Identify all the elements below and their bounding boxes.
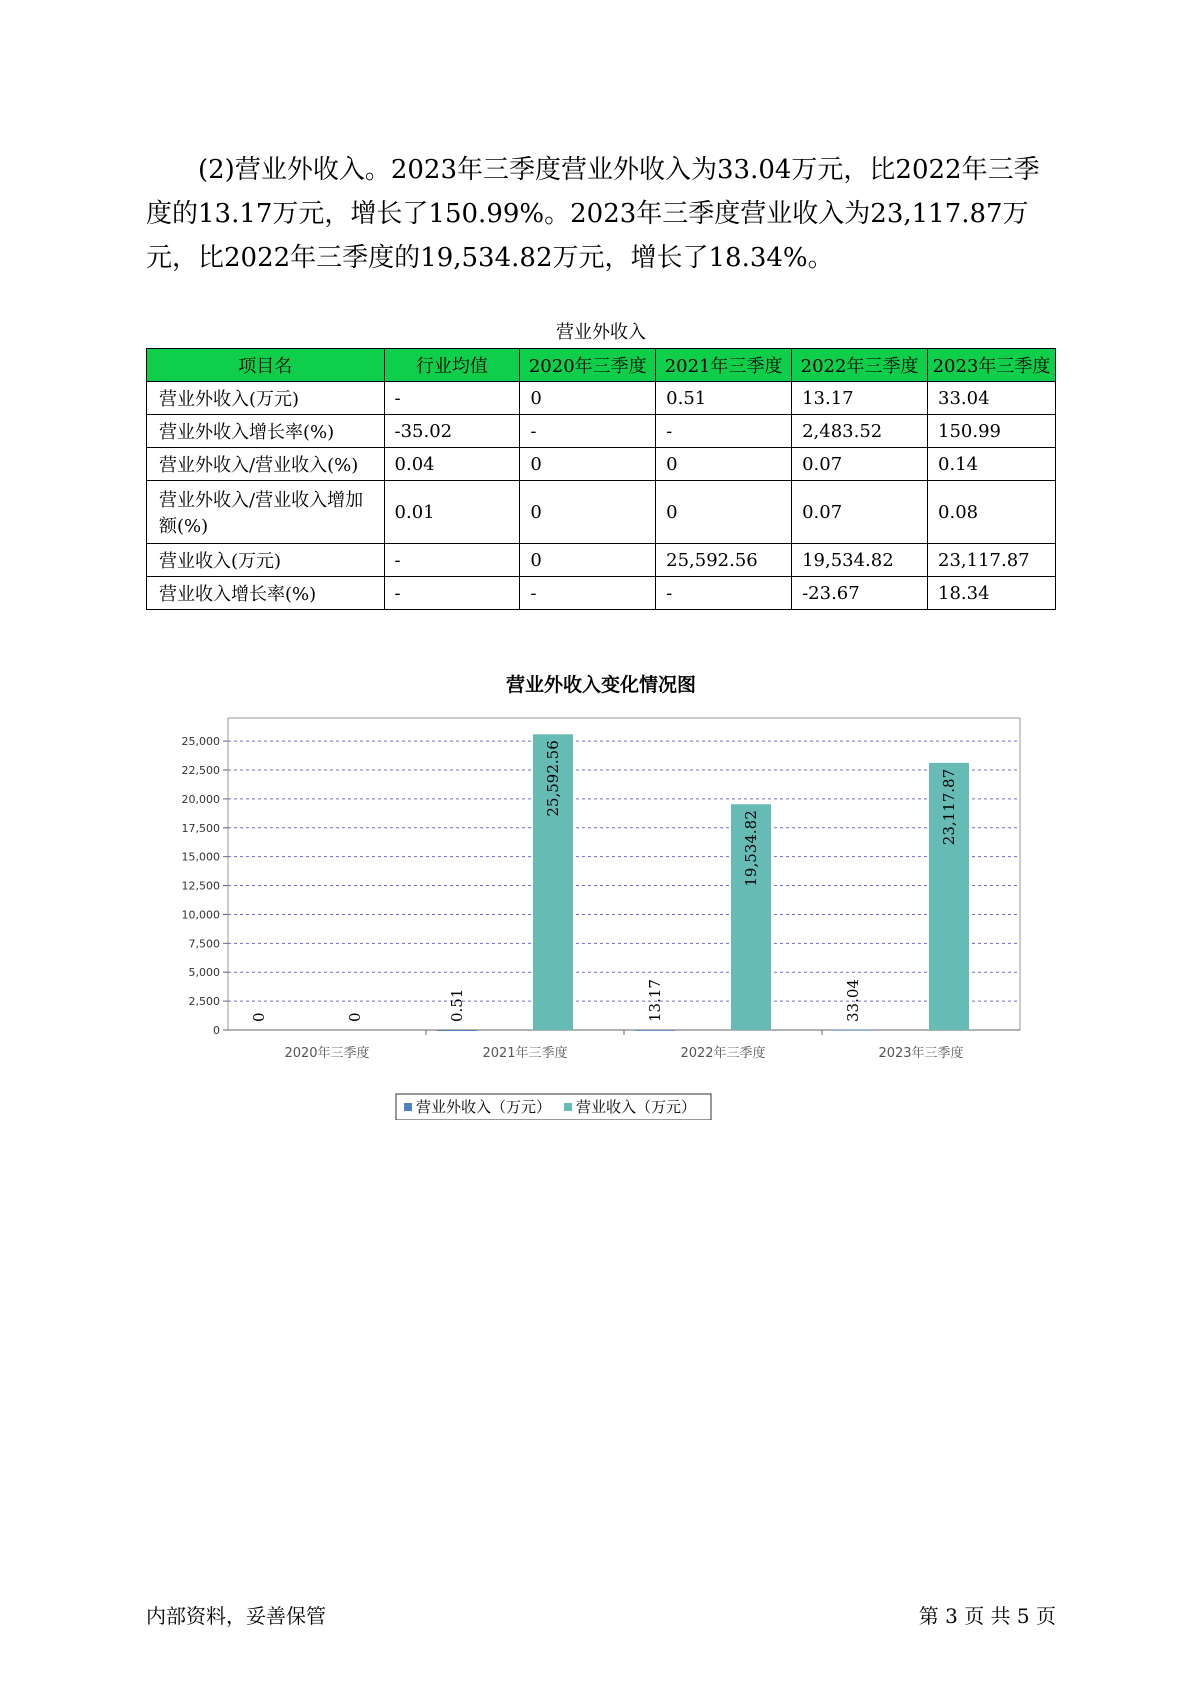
data-label: 23,117.87 xyxy=(940,768,958,846)
data-label: 33.04 xyxy=(844,979,862,1022)
table-row xyxy=(147,544,1056,577)
footer-page-number: 第 3 页 共 5 页 xyxy=(918,1604,1056,1628)
bar xyxy=(437,1030,477,1031)
table-row xyxy=(147,415,1056,448)
y-tick-label: 20,000 xyxy=(181,792,220,806)
table-cell: 0 xyxy=(520,448,656,481)
legend-label: 营业外收入（万元） xyxy=(416,1098,552,1116)
table-cell: - xyxy=(520,415,656,448)
x-tick-label: 2021年三季度 xyxy=(482,1046,568,1061)
table-row xyxy=(147,577,1056,610)
footer-confidential-note: 内部资料，妥善保管 xyxy=(146,1604,326,1628)
y-tick-label: 12,500 xyxy=(181,879,220,893)
table-cell: -23.67 xyxy=(792,577,928,610)
legend-swatch xyxy=(404,1103,412,1111)
table-cell: 0 xyxy=(520,382,656,415)
table-cell: -35.02 xyxy=(384,415,520,448)
table-cell: 0.07 xyxy=(792,448,928,481)
income-table xyxy=(146,348,1056,610)
table-cell: 13.17 xyxy=(792,382,928,415)
data-label: 13.17 xyxy=(646,979,664,1022)
row-label: 营业外收入/营业收入(%) xyxy=(147,448,385,481)
header-cell: 项目名 xyxy=(147,349,385,382)
row-label: 营业收入(万元) xyxy=(147,544,385,577)
bar xyxy=(833,1030,873,1031)
y-tick-label: 25,000 xyxy=(181,735,220,749)
chart-title: 营业外收入变化情况图 xyxy=(505,674,696,696)
row-label: 营业外收入增长率(%) xyxy=(147,415,385,448)
row-label: 营业外收入/营业收入增加额(%) xyxy=(147,481,385,544)
table-cell: 0.14 xyxy=(928,448,1056,481)
table-cell: 0 xyxy=(656,448,792,481)
table-cell: 0.08 xyxy=(928,481,1056,544)
plot-area xyxy=(228,718,1020,1030)
y-tick-label: 2,500 xyxy=(188,995,220,1009)
table-cell: - xyxy=(384,544,520,577)
table-header-row xyxy=(147,349,1056,382)
row-label: 营业外收入(万元) xyxy=(147,382,385,415)
data-label: 19,534.82 xyxy=(742,810,760,887)
data-label: 0.51 xyxy=(448,988,466,1022)
x-tick-label: 2023年三季度 xyxy=(878,1046,964,1061)
table-row xyxy=(147,448,1056,481)
header-cell: 2021年三季度 xyxy=(656,349,792,382)
table-row xyxy=(147,481,1056,544)
table-cell: 0.01 xyxy=(384,481,520,544)
table-cell: - xyxy=(520,577,656,610)
x-tick-label: 2022年三季度 xyxy=(680,1046,766,1061)
y-tick-label: 0 xyxy=(213,1024,220,1037)
table-cell: 18.34 xyxy=(928,577,1056,610)
legend-swatch xyxy=(564,1103,572,1111)
bar xyxy=(635,1030,675,1031)
data-label: 25,592.56 xyxy=(544,740,562,817)
table-cell: - xyxy=(384,382,520,415)
table-cell: 33.04 xyxy=(928,382,1056,415)
data-label: 0 xyxy=(250,1012,268,1022)
table-cell: 23,117.87 xyxy=(928,544,1056,577)
table-cell: 25,592.56 xyxy=(656,544,792,577)
table-cell: - xyxy=(656,415,792,448)
x-tick-label: 2020年三季度 xyxy=(284,1046,370,1061)
header-cell: 2020年三季度 xyxy=(520,349,656,382)
table-cell: 0 xyxy=(520,544,656,577)
header-cell: 行业均值 xyxy=(384,349,520,382)
y-tick-label: 10,000 xyxy=(181,908,220,922)
table-cell: 0 xyxy=(656,481,792,544)
legend-label: 营业收入（万元） xyxy=(576,1098,697,1116)
table-cell: 19,534.82 xyxy=(792,544,928,577)
data-label: 0 xyxy=(346,1012,364,1022)
analysis-paragraph: (2)营业外收入。2023年三季度营业外收入为33.04万元，比2022年三季度的13.17万元，增长了150.99%。2023年三季度营业收入为23,117.87万元，比2022年三季度的19,534.82万元，增长了18.34%。 xyxy=(146,155,1040,273)
table-cell: 150.99 xyxy=(928,415,1056,448)
row-label: 营业收入增长率(%) xyxy=(147,577,385,610)
table-cell: - xyxy=(384,577,520,610)
table-cell: - xyxy=(656,577,792,610)
table-cell: 0.07 xyxy=(792,481,928,544)
bar-chart xyxy=(160,700,1030,1120)
table-cell: 0 xyxy=(520,481,656,544)
y-tick-label: 22,500 xyxy=(181,764,220,777)
header-cell: 2023年三季度 xyxy=(928,349,1056,382)
header-cell: 2022年三季度 xyxy=(792,349,928,382)
y-tick-label: 7,500 xyxy=(188,937,220,951)
table-cell: 0.51 xyxy=(656,382,792,415)
table-cell: 2,483.52 xyxy=(792,415,928,448)
table-row xyxy=(147,382,1056,415)
y-tick-label: 17,500 xyxy=(181,821,220,835)
y-tick-label: 5,000 xyxy=(188,966,220,980)
table-caption: 营业外收入 xyxy=(556,322,646,343)
y-tick-label: 15,000 xyxy=(181,850,220,864)
table-cell: 0.04 xyxy=(384,448,520,481)
